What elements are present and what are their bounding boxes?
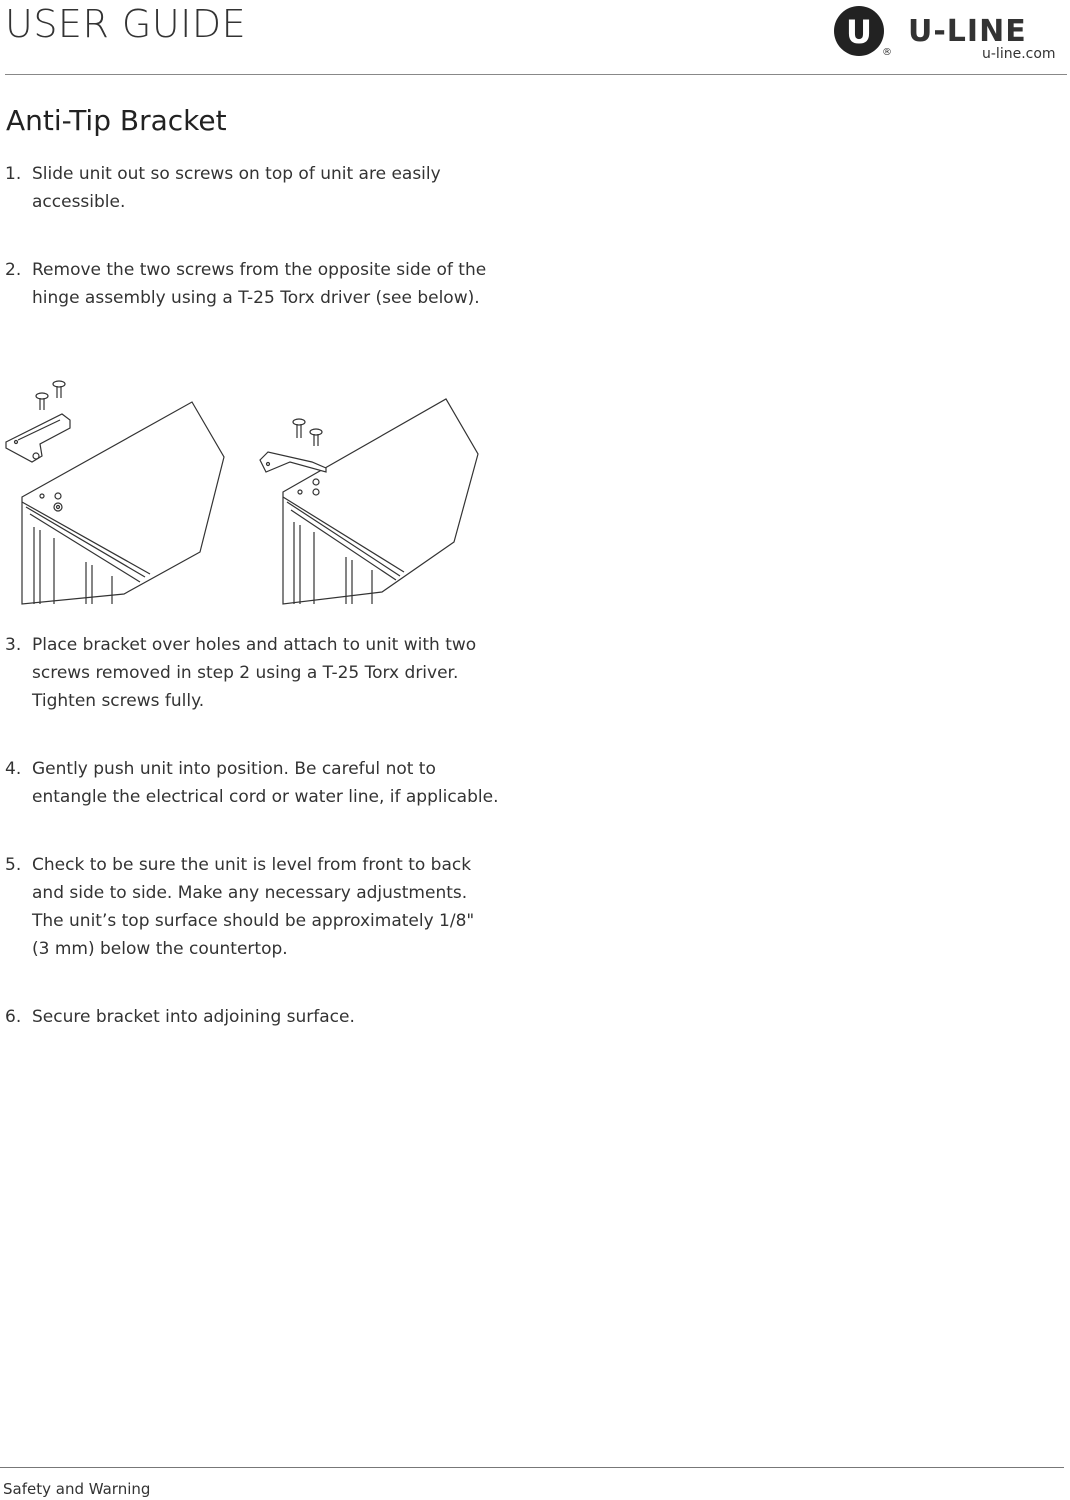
step-line: Gently push unit into position. Be careful not to	[32, 759, 436, 779]
step-line: hinge assembly using a T-25 Torx driver (see below).	[32, 288, 480, 308]
step-line: and side to side. Make any necessary adjustments.	[32, 883, 468, 903]
brand-url: u-line.com	[982, 46, 1056, 62]
step-text	[32, 755, 502, 811]
step-line: Slide unit out so screws on top of unit are easily	[32, 164, 441, 184]
step-line: Secure bracket into adjoining surface.	[32, 1007, 355, 1027]
step-line: Tighten screws fully.	[32, 691, 205, 711]
section-title: Anti-Tip Bracket	[6, 104, 227, 137]
unit-before-illustration	[6, 381, 224, 604]
step-number: 2.	[5, 260, 22, 280]
step-number: 4.	[5, 759, 22, 779]
step-line: entangle the electrical cord or water line, if applicable.	[32, 787, 499, 807]
bracket-installation-illustration	[0, 372, 500, 608]
step-line: Place bracket over holes and attach to unit with two	[32, 635, 477, 655]
step-text	[32, 160, 502, 216]
logo-mark: U	[846, 13, 872, 51]
footer-divider	[0, 1467, 1064, 1468]
step-line: screws removed in step 2 using a T-25 Torx driver.	[32, 663, 459, 683]
step-text	[32, 1003, 502, 1031]
step-text	[32, 631, 502, 715]
header-divider	[5, 74, 1067, 75]
footer-section-label: Safety and Warning	[3, 1480, 151, 1498]
step-number: 6.	[5, 1007, 22, 1027]
page-header-title: USER GUIDE	[5, 2, 247, 46]
step-line: (3 mm) below the countertop.	[32, 939, 288, 959]
step-number: 3.	[5, 635, 22, 655]
step-line: accessible.	[32, 192, 126, 212]
step-line: Check to be sure the unit is level from front to back	[32, 855, 472, 875]
logo-brand-text: U-LINE	[908, 14, 1027, 49]
step-number: 1.	[5, 164, 22, 184]
step-line: Remove the two screws from the opposite side of the	[32, 260, 487, 280]
logo-registered: ®	[882, 47, 892, 58]
step-number: 5.	[5, 855, 22, 875]
step-text	[32, 851, 502, 963]
step-line: The unit’s top surface should be approximately 1/8"	[32, 911, 475, 931]
step-text	[32, 256, 502, 312]
unit-after-illustration	[260, 399, 478, 604]
